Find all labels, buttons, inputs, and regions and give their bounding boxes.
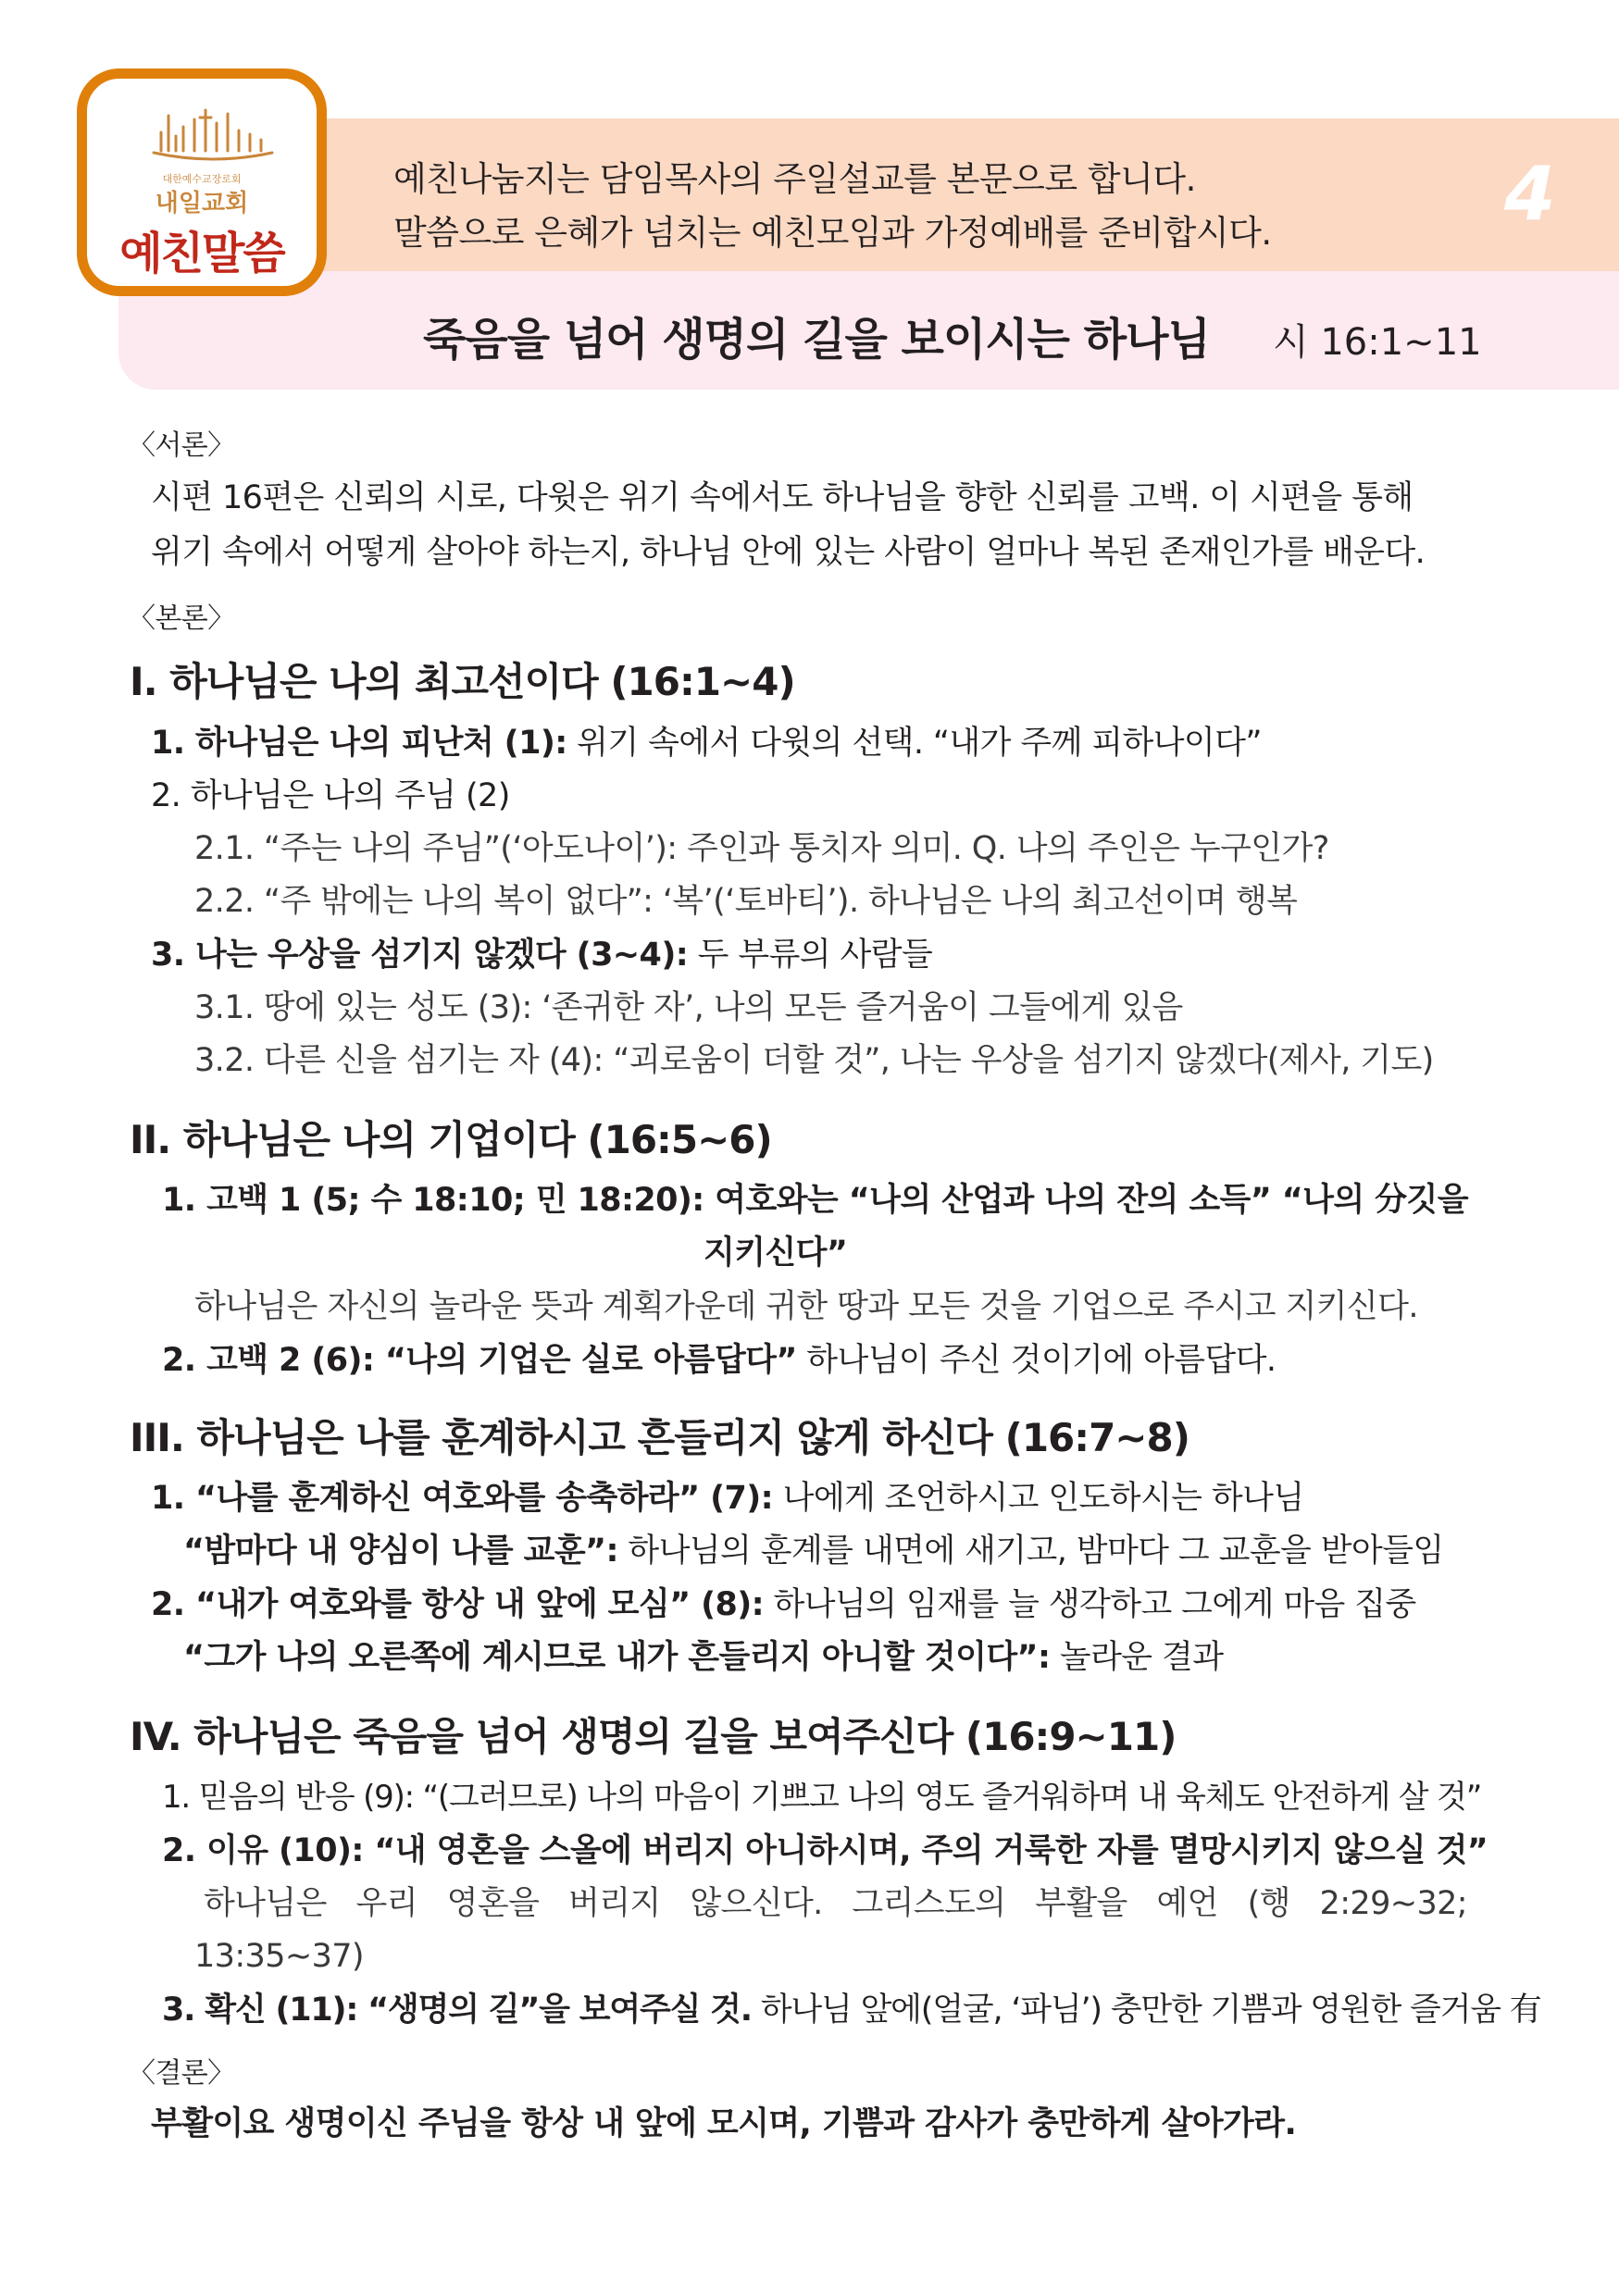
section-2-heading: II. 하나님은 나의 기업이다 (16:5~6) [130,1117,772,1162]
point-label: “그가 나의 오른쪽에 계시므로 내가 흔들리지 아니할 것이다”: [183,1639,1051,1676]
section-4-point-1: 1. 믿음의 반응 (9): “(그러므로) 나의 마음이 기쁘고 나의 영도 즐거워하며 내 육체도 안전하게 살 것” [162,1779,1482,1816]
section-3-heading: III. 하나님은 나를 훈계하시고 흔들리지 않게 하신다 (16:7~8) [130,1415,1189,1460]
section-1-point-3-2: 3.2. 다른 신을 섬기는 자 (4): “괴로움이 더할 것”, 나는 우상을 섬기지 않겠다(제사, 기도) [194,1042,1434,1079]
intro-line: 위기 속에서 어떻게 살아야 하는지, 하나님 안에 있는 사람이 얼마나 복된 존재인가를 배운다. [151,534,1426,571]
section-1-point-1 [151,721,1262,765]
church-denomination: 대한예수교장로회 [162,173,242,185]
section-2-point-1-desc: 하나님은 자신의 놀라운 뜻과 계획가운데 귀한 땅과 모든 것을 기업으로 주시고 지키신다. [194,1288,1418,1325]
point-text: 하나님이 주신 것이기에 아름답다. [796,1342,1277,1379]
section-4-heading: IV. 하나님은 죽음을 넘어 생명의 길을 보여주신다 (16:9~11) [130,1714,1177,1759]
section-2-point-1-cont: 지키신다” [704,1235,848,1272]
page-number: 4 [1504,151,1556,237]
point-label: 1. 하나님은 나의 피난처 (1): [151,725,567,762]
point-text: 놀라운 결과 [1050,1639,1224,1676]
body-label: 〈본론〉 [128,602,235,635]
conclusion-label: 〈결론〉 [128,2057,235,2090]
section-4-point-2-desc: 하나님은 우리 영혼을 버리지 않으신다. 그리스도의 부활을 예언 (행 2:29∼32; [204,1885,1467,1922]
section-2-point-2 [162,1338,1276,1383]
point-text: 하나님 앞에(얼굴, ‘파님’) 충만한 기쁨과 영원한 즐거움 有 [751,1992,1541,2029]
section-3-point-2-cont [183,1635,1223,1680]
header-intro [393,153,1272,260]
section-1-heading: I. 하나님은 나의 최고선이다 (16:1~4) [130,659,795,704]
point-text: 하나님의 임재를 늘 생각하고 그에게 마음 집중 [764,1586,1416,1623]
section-4-point-2: 2. 이유 (10): “내 영혼을 스올에 버리지 아니하시며, 주의 거룩한 자를 멸망시키지 않으실 것” [162,1832,1488,1869]
section-1-point-2-1: 2.1. “주는 나의 주님”(‘아도나이’): 주인과 통치자 의미. Q. 나의 주인은 누구인가? [194,830,1329,867]
church-name: 내일교회 [155,190,249,217]
church-logo [77,68,327,296]
brand-title: 예친말씀 [119,228,284,279]
section-4-point-3 [162,1988,1541,2032]
conclusion-text: 부활이요 생명이신 주님을 항상 내 앞에 모시며, 기쁨과 감사가 충만하게 살아가라. [151,2105,1297,2142]
intro-line: 시편 16편은 신뢰의 시로, 다윗은 위기 속에서도 하나님을 향한 신뢰를 고백. 이 시편을 통해 [151,479,1414,516]
point-label: 3. 나는 우상을 섬기지 않겠다 (3∼4): [151,937,689,974]
section-1-point-2: 2. 하나님은 나의 주님 (2) [151,777,510,814]
point-label: 2. “내가 여호와를 항상 내 앞에 모심” (8): [151,1586,765,1623]
intro-line-1: 예친나눔지는 담임목사의 주일설교를 본문으로 합니다. [393,159,1196,199]
intro-line-2: 말씀으로 은혜가 넘치는 예친모임과 가정예배를 준비합시다. [393,213,1272,253]
section-1-point-3 [151,933,932,977]
point-label: 2. 고백 2 (6): “나의 기업은 실로 아름답다” [162,1342,797,1379]
section-3-point-2 [151,1582,1416,1627]
intro-label: 〈서론〉 [128,429,235,462]
section-1-point-3-1: 3.1. 땅에 있는 성도 (3): ‘존귀한 자’, 나의 모든 즐거움이 그들에게 있음 [194,989,1183,1026]
church-skyline-icon [148,106,278,164]
point-text: 나에게 조언하시고 인도하시는 하나님 [773,1480,1304,1517]
section-2-point-1: 1. 고백 1 (5; 수 18:10; 민 18:20): 여호와는 “나의 산업과 나의 잔의 소득” “나의 分깃을 [162,1182,1468,1219]
point-text: 하나님의 훈계를 내면에 새기고, 밤마다 그 교훈을 받아들임 [617,1533,1444,1570]
point-text: 두 부류의 사람들 [688,937,933,974]
point-text: 위기 속에서 다윗의 선택. “내가 주께 피하나이다” [567,725,1262,762]
scripture-reference: 시 16:1∼11 [1273,321,1482,364]
section-3-point-1 [151,1476,1304,1520]
page-title: 죽음을 넘어 생명의 길을 보이시는 하나님 [423,314,1210,366]
section-1-point-2-2: 2.2. “주 밖에는 나의 복이 없다”: ‘복’(‘토바티’). 하나님은 나의 최고선이며 행복 [194,883,1298,920]
point-label: 1. “나를 훈계하신 여호와를 송축하라” (7): [151,1480,774,1517]
section-3-point-1-cont [183,1529,1444,1573]
section-4-point-2-desc-cont: 13:35∼37) [194,1938,364,1975]
point-label: 3. 확신 (11): “생명의 길”을 보여주실 것. [162,1992,752,2029]
point-label: “밤마다 내 양심이 나를 교훈”: [183,1533,618,1570]
